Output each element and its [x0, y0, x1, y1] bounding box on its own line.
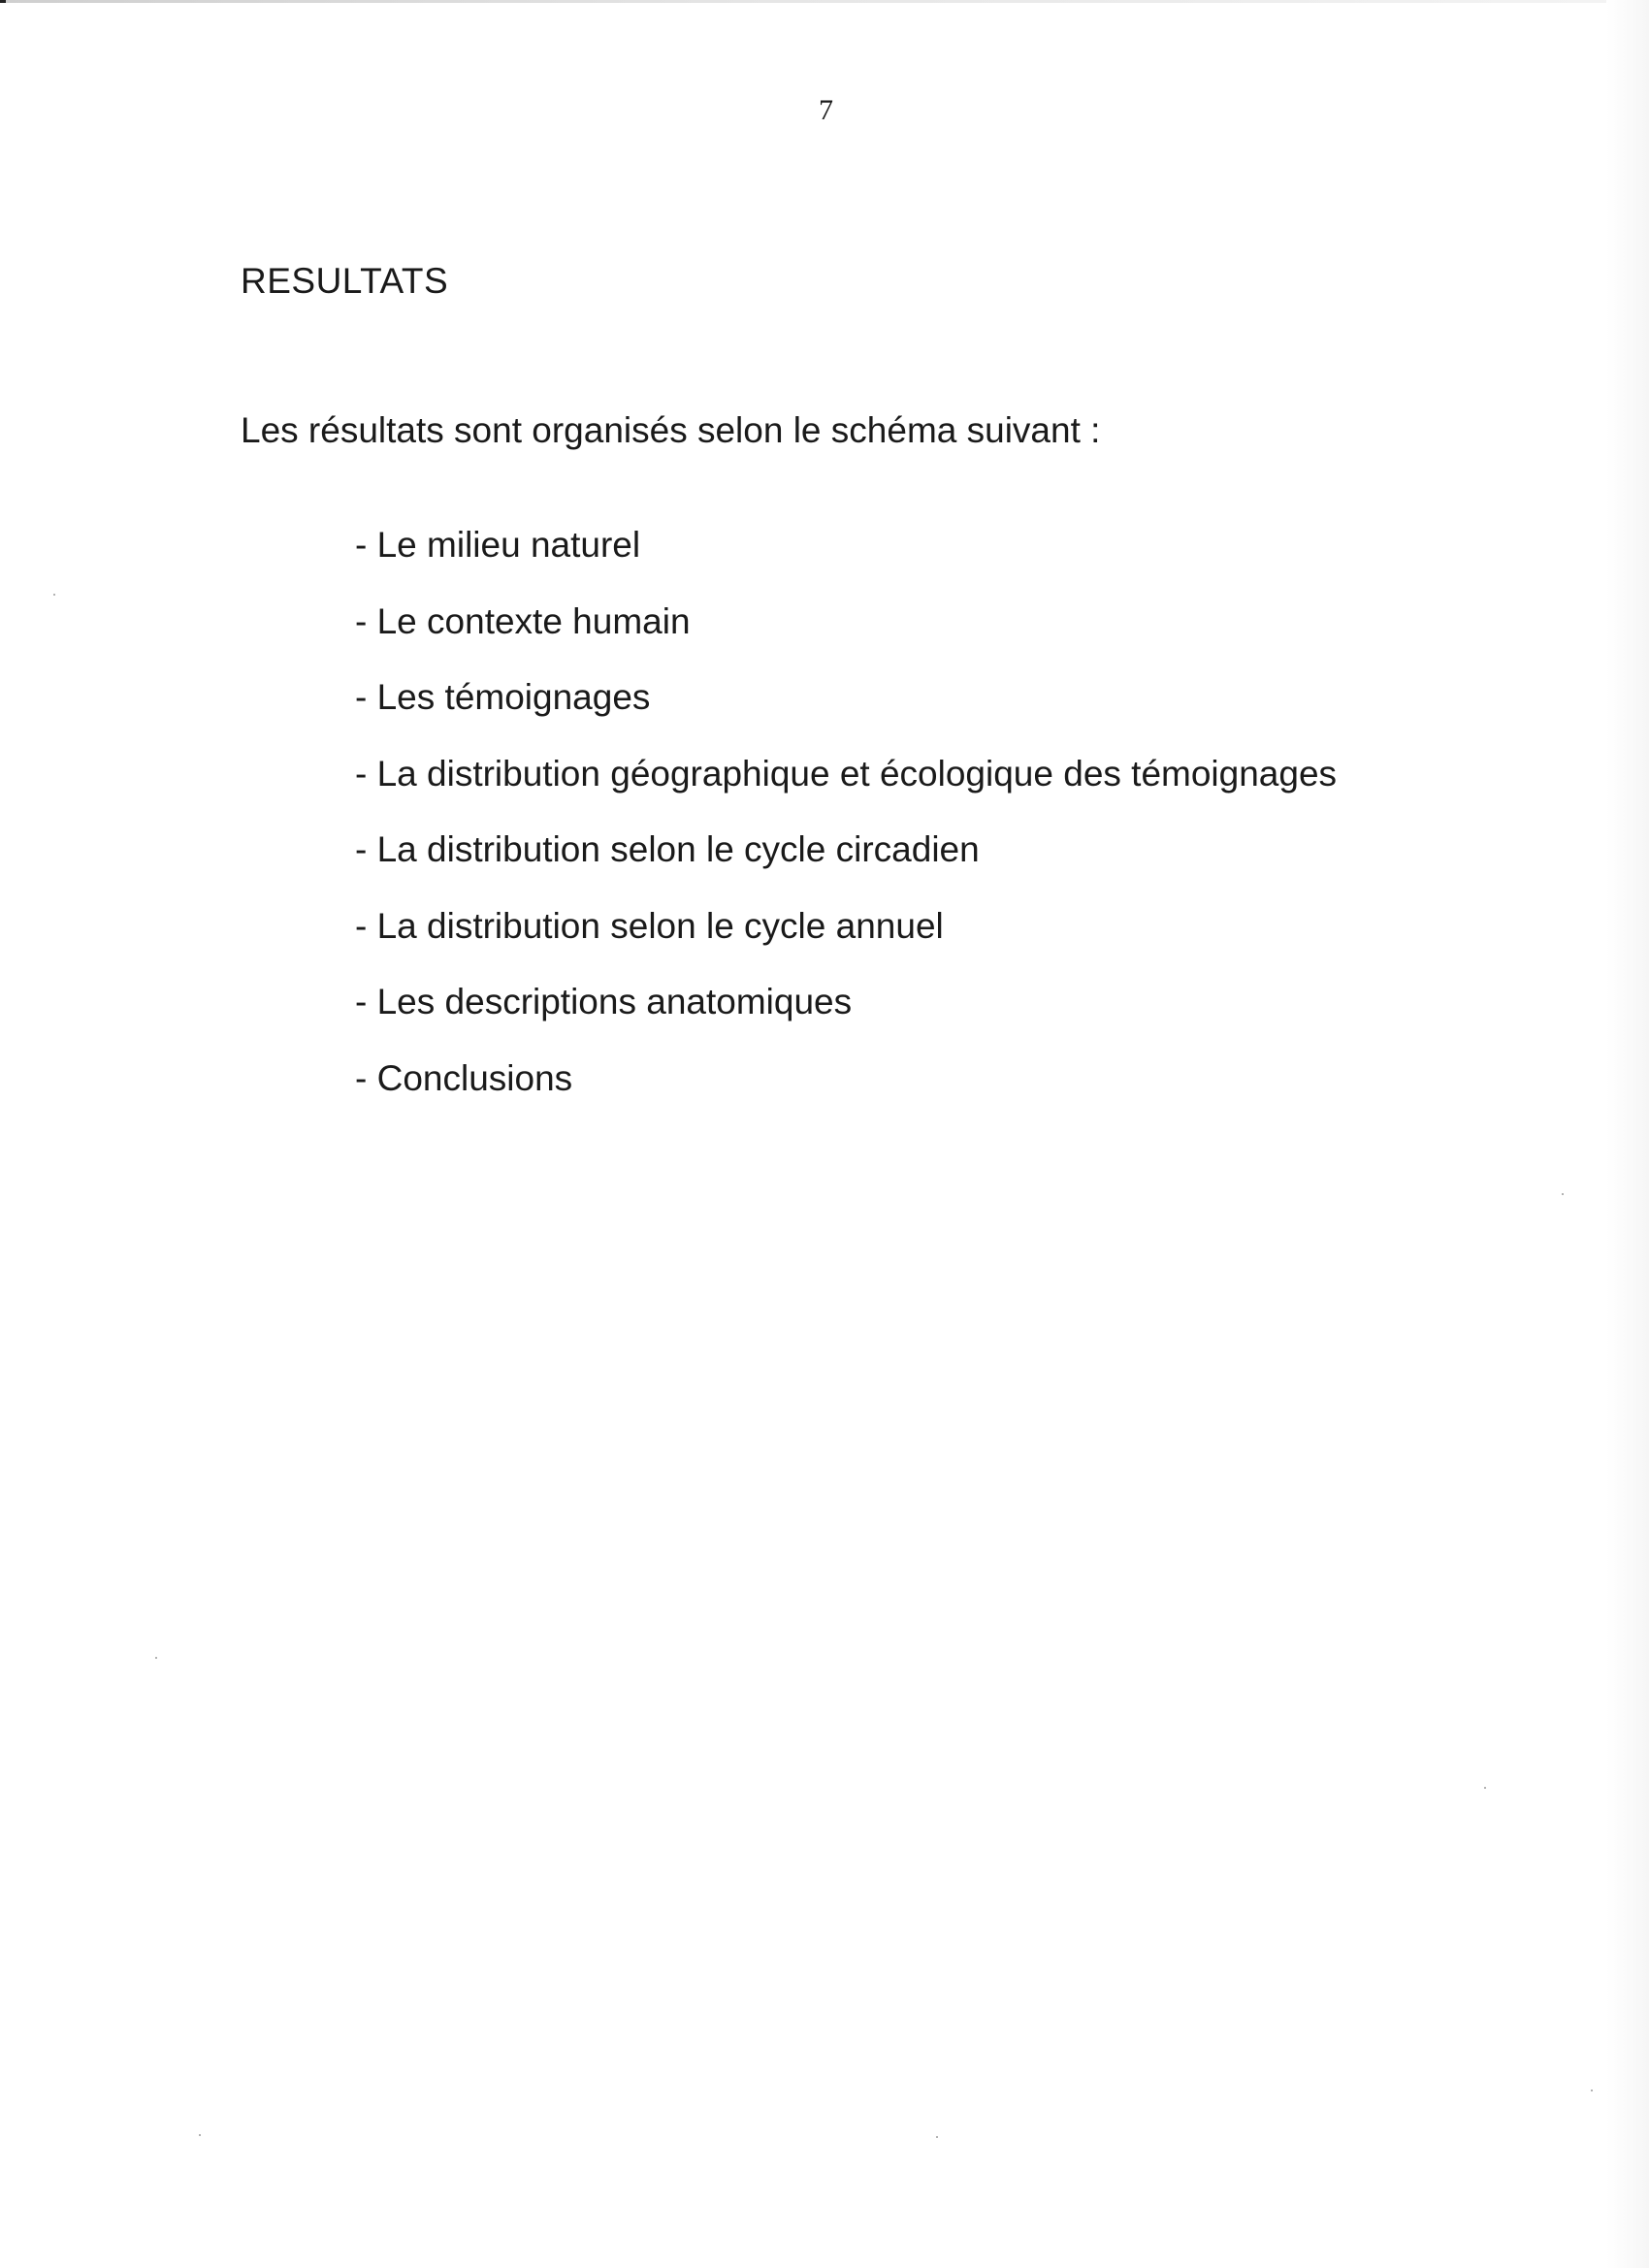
scan-speck — [53, 594, 55, 596]
outline-item: - Les descriptions anatomiques — [355, 982, 853, 1021]
scan-speck — [1591, 2090, 1593, 2091]
outline-item: - La distribution selon le cycle circadien — [355, 829, 980, 869]
scan-speck — [199, 2134, 201, 2136]
scan-edge-right — [1606, 0, 1649, 2268]
scan-speck — [1484, 1787, 1486, 1789]
scan-speck — [1562, 1193, 1564, 1195]
outline-item: - Conclusions — [355, 1057, 573, 1098]
intro-paragraph: Les résultats sont organisés selon le schéma suivant : — [241, 410, 1101, 450]
results-outline-list — [355, 524, 1337, 1133]
page-number: 7 — [819, 94, 833, 126]
outline-item: - La distribution géographique et écologique des témoignages — [355, 753, 1338, 794]
outline-item: - La distribution selon le cycle annuel — [355, 905, 944, 946]
scan-speck — [936, 2136, 938, 2138]
outline-item: - Les témoignages — [355, 677, 651, 717]
outline-item: - Le contexte humain — [355, 600, 691, 641]
scan-speck — [155, 1657, 157, 1659]
scan-edge-top — [0, 0, 1649, 3]
section-title: RESULTATS — [241, 261, 449, 301]
outline-item: - Le milieu naturel — [355, 525, 641, 565]
